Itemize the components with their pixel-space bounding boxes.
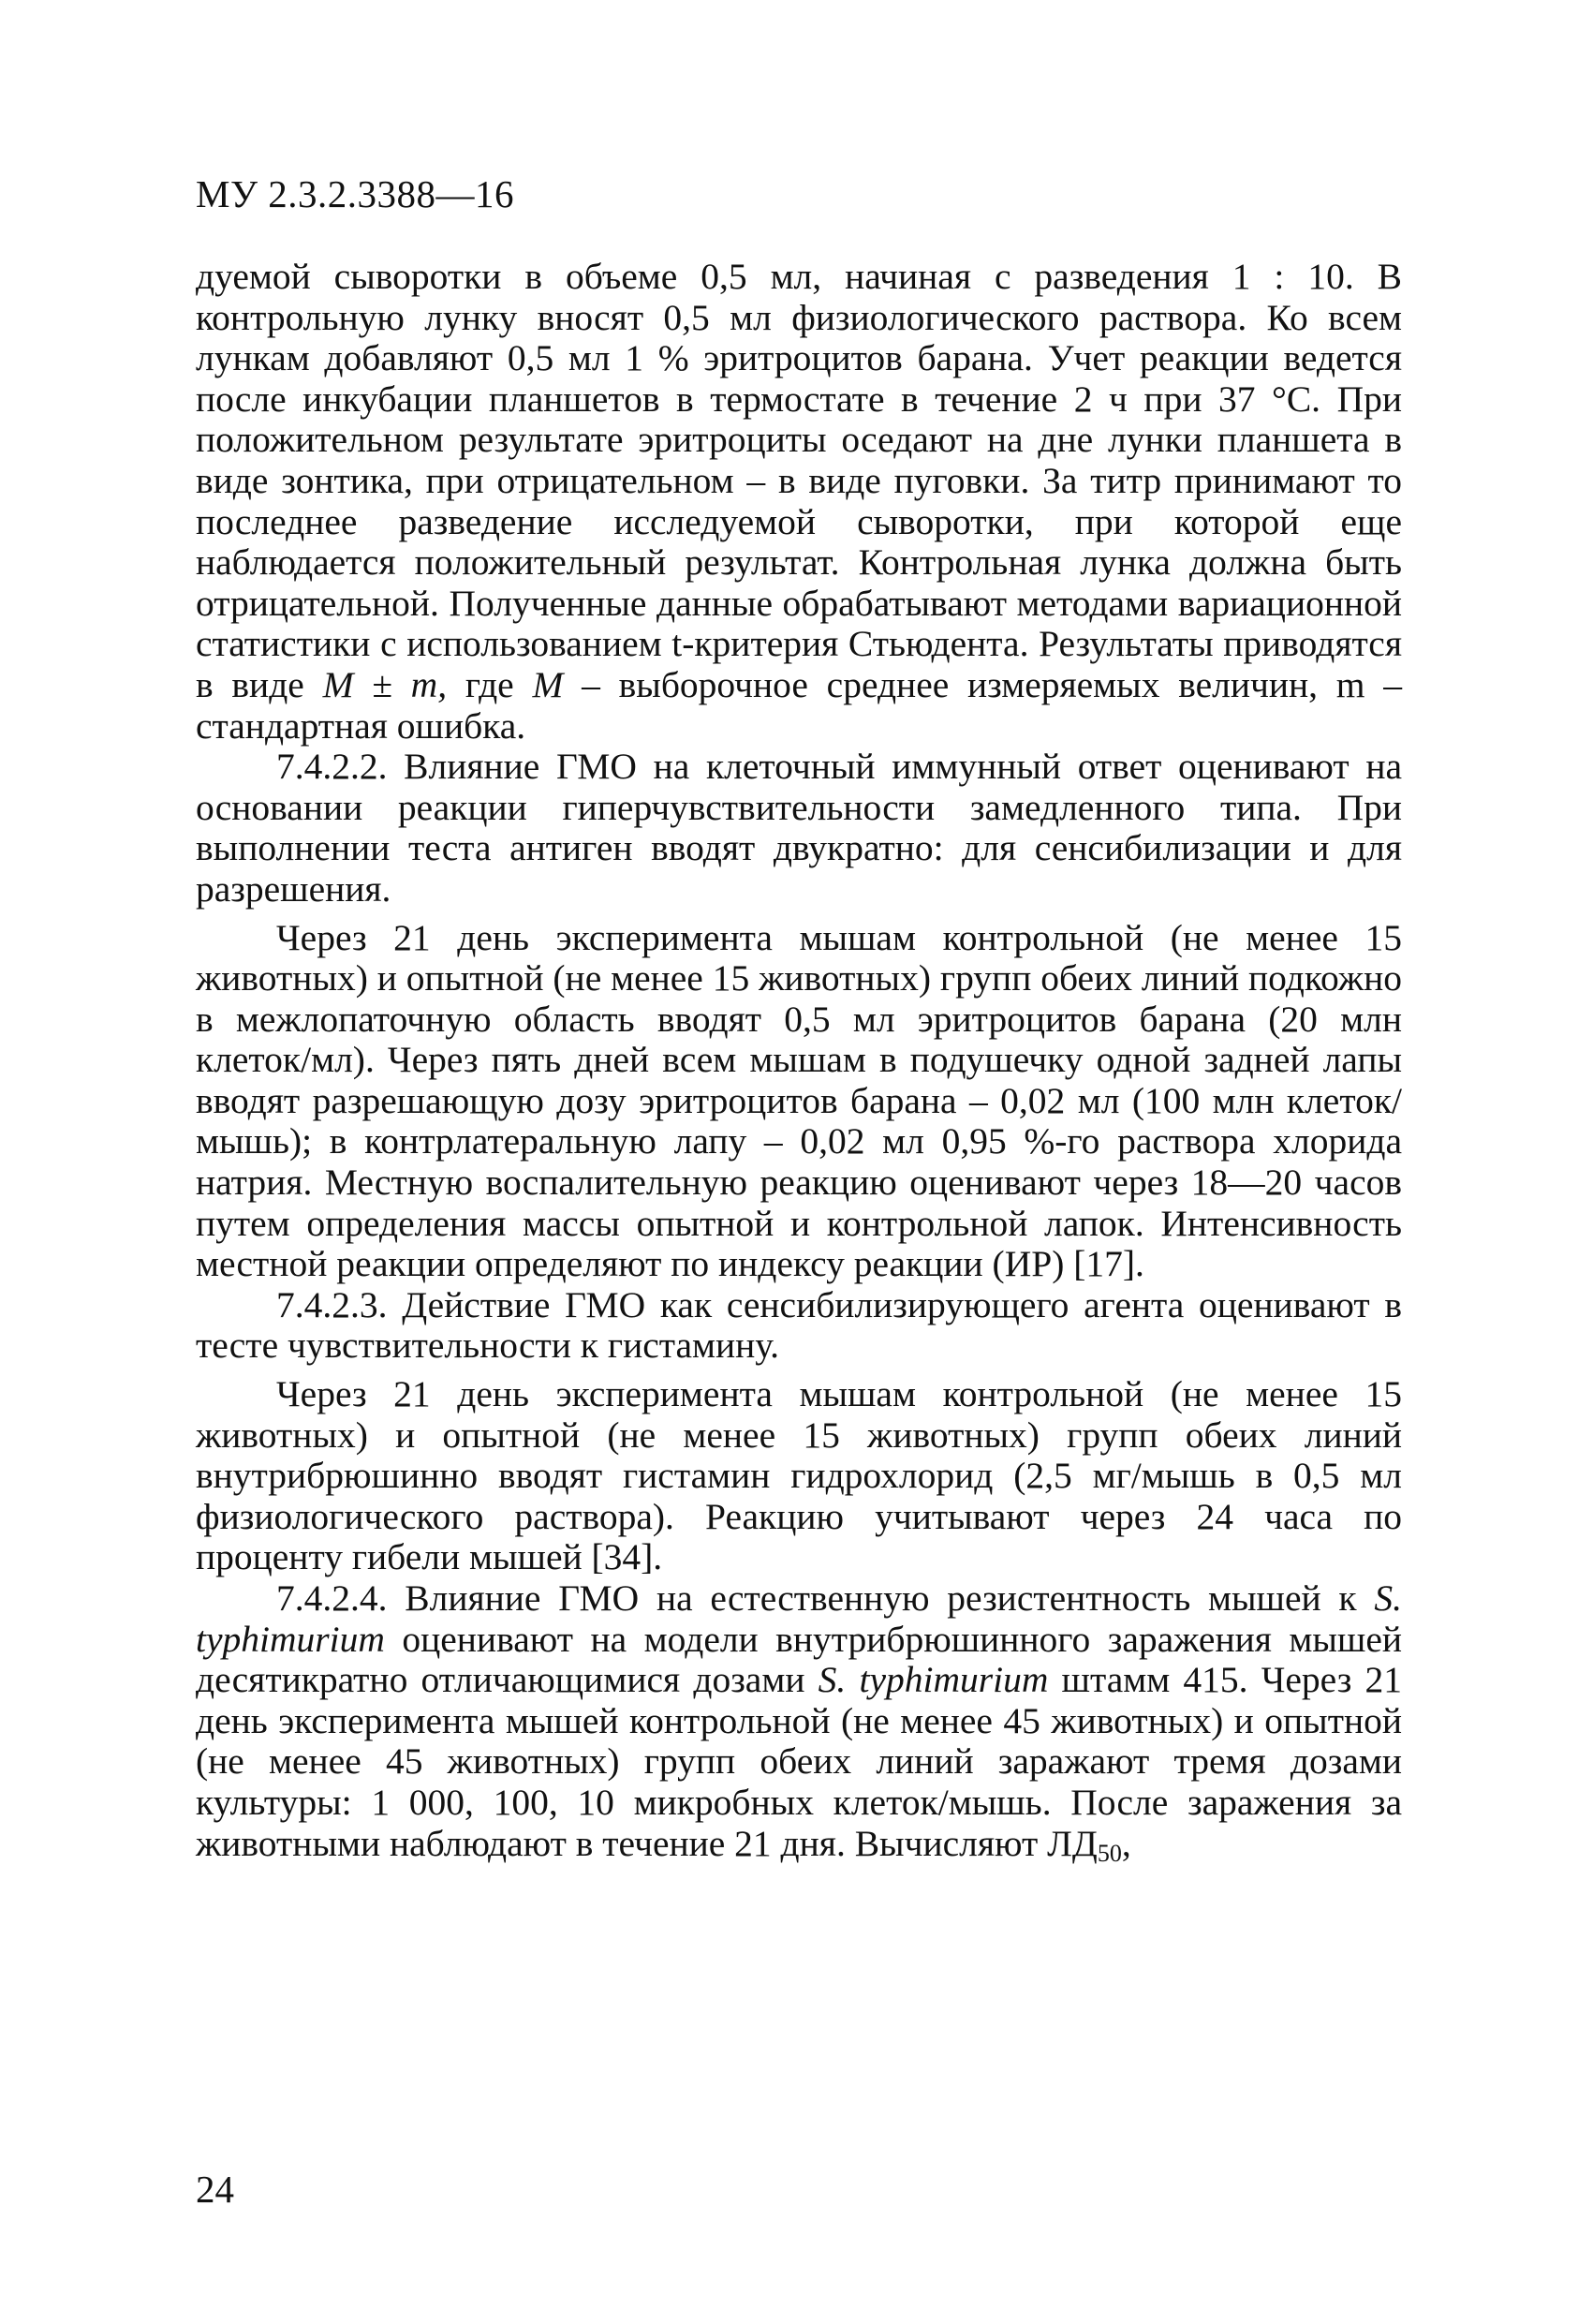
paragraph-7-4-2-3: 7.4.2.3. Действие ГМО как сенсибилизирующего агента оценивают в тесте чувствительности к гистамину. xyxy=(196,1283,1402,1367)
species-name: S. typhimurium xyxy=(196,1577,1402,1660)
paragraph-7-4-2-2: 7.4.2.2. Влияние ГМО на клеточный иммунный ответ оценивают на основании реакции гиперчувствительности замедленного типа. При выполнении теста антиген вводят двукратно: для сенсибилизации и для разрешения. xyxy=(196,746,1402,910)
paragraph-delayed-hypersensitivity: Через 21 день эксперимента мышам контрольной (не менее 15 животных) и опытной (не менее 15 животных) групп обеих линий подкожно в межлопаточную область вводят 0,5 мл эритроцитов барана (20 млн клеток/мл). Через пять дней всем мышам в подушечку одной задней лапы вводят разрешающую дозу эритроцитов барана – 0,02 мл (100 млн клеток/мышь); в контрлатеральную лапу – 0,02 мл 0,95 %-го раствора хлорида натрия. Местную воспалительную реакцию оценивают через 18—20 часов путем определения массы опытной и контрольной лапок. Интенсивность местной реакции определяют по индексу реакции (ИР) [17]. xyxy=(196,916,1402,1285)
mean-notation: M ± m, xyxy=(322,663,448,705)
page-number: 24 xyxy=(196,2168,234,2211)
paragraph-histamine-test: Через 21 день эксперимента мышам контрольной (не менее 15 животных) и опытной (не менее 15 животных) групп обеих линий внутрибрюшинно вводят гистамин гидрохлорид (2,5 мг/мышь в 0,5 мл физиологического раствора). Реакцию учитывают через 24 часа по проценту гибели мышей [34]. xyxy=(196,1373,1402,1578)
document-code-header: МУ 2.3.2.3388—16 xyxy=(196,172,514,215)
species-name: S. typhimurium xyxy=(818,1659,1049,1701)
document-body xyxy=(196,256,1403,1867)
ld-subscript: 50 xyxy=(1097,1839,1122,1867)
mean-symbol: M xyxy=(532,663,564,705)
paragraph-7-4-2-4: 7.4.2.4. Влияние ГМО на естественную резистентность мышей к S. typhimurium оценивают на модели внутрибрюшинного заражения мышей десятикратно отличающимися дозами S. typhimurium штамм 415. Через 21 день эксперимента мышей контрольной (не менее 45 животных) и опытной (не менее 45 животных) групп обеих линий заражают тремя дозами культуры: 1 000, 100, 10 микробных клеток/мышь. После заражения за животными наблюдают в течение 21 дня. Вычисляют $ЛД_{50}$, xyxy=(196,1577,1402,1867)
paragraph-serum-titration: дуемой сыворотки в объеме 0,5 мл, начиная с разведения 1 : 10. В контрольную лунку вносят 0,5 мл физиологического раствора. Ко всем лункам добавляют 0,5 мл 1 % эритроцитов барана. Учет реакции ведется после инкубации планшетов в термостате в течение 2 ч при 37 °С. При положительном результате эритроциты оседают на дне лунки планшета в виде зонтика, при отрицательном – в виде пуговки. За титр принимают то последнее разведение исследуемой сыворотки, при которой еще наблюдается положительный результат. Контрольная лунка должна быть отрицательной. Полученные данные обрабатывают методами вариационной статистики с использованием t-критерия Стьюдента. Результаты приводятся в виде M ± m, где M – выборочное среднее измеряемых величин, m – стандартная ошибка. xyxy=(196,256,1403,747)
